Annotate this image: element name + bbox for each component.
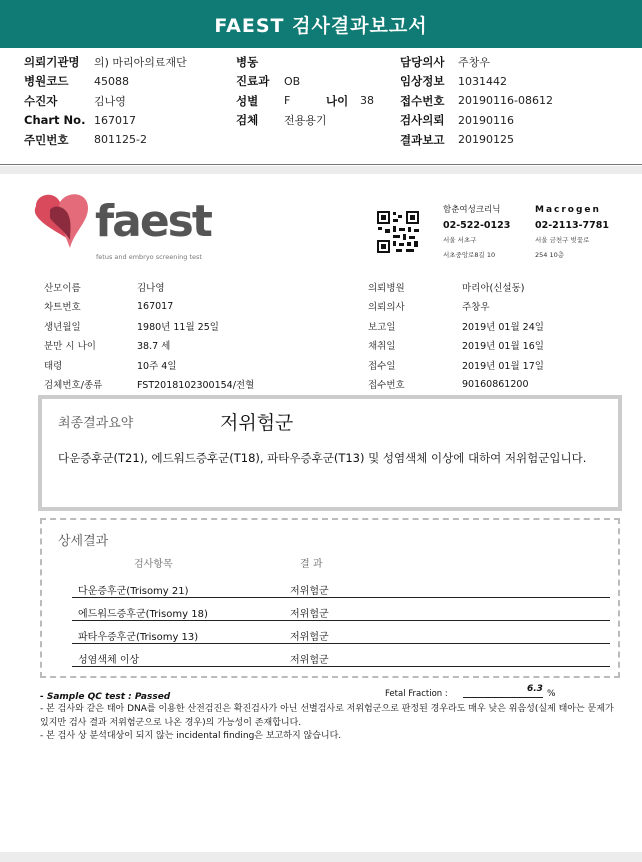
header-field: [24, 130, 187, 150]
clinic-info: [443, 203, 510, 263]
detail-item: 성염색체 이상: [78, 655, 140, 666]
header-field: [24, 111, 187, 131]
header-label: 나이: [326, 93, 349, 108]
header-field: [236, 52, 374, 72]
clinic-phone: 02-522-0123: [443, 220, 511, 231]
patient-field: [44, 336, 254, 356]
fetal-fraction-underline: [463, 697, 543, 698]
header-field: [24, 72, 187, 92]
summary-result: 저위험군: [220, 412, 294, 434]
sample-qc-status: - Sample QC test : Passed: [40, 692, 171, 702]
note-line: - 본 검사와 같은 태아 DNA를 이용한 산전검진은 확진검사가 아닌 선별검사로 저위험군으로 판정된 경우라도 매우 낮은 위음성(실제 태아는 문제가 있지만 검사 결과 저위험군으로 나온 경우)의 가능성이 존재합니다.: [40, 704, 614, 728]
logo-wordmark: faest: [95, 196, 211, 247]
patient-field: [368, 316, 544, 336]
patient-value: 마리아(신설동): [462, 282, 525, 294]
header-value: 801125-2: [94, 133, 147, 147]
header-label: 병동: [236, 54, 259, 69]
header-field: [400, 52, 553, 72]
patient-value: 1980년 11월 25일: [137, 321, 219, 333]
patient-label: 산모이름: [44, 282, 81, 294]
header-value: 167017: [94, 113, 136, 127]
header-value: 20190116-08612: [458, 94, 553, 108]
report-title: FAEST 검사결과보고서: [214, 14, 428, 37]
macrogen-name: Macrogen: [535, 205, 601, 215]
header-label: 성별: [236, 93, 259, 108]
summary-text: 다운증후군(T21), 에드워드증후군(T18), 파타우증후군(T13) 및 성염색체 이상에 대하여 저위험군입니다.: [58, 451, 587, 465]
header-value: OB: [284, 74, 301, 88]
patient-label: 차트번호: [44, 302, 81, 314]
patient-field: [44, 316, 254, 336]
patient-field: [368, 277, 544, 297]
patient-label: 보고일: [368, 321, 396, 333]
report-title-bar: [0, 0, 642, 48]
header-field: [400, 111, 553, 131]
header-value: 45088: [94, 74, 129, 88]
page-bottom-shade: [0, 852, 642, 862]
table-row: [72, 645, 610, 667]
detail-header-result: 결 과: [300, 559, 323, 570]
patient-label: 태령: [44, 360, 63, 372]
header-divider-shade: [0, 166, 642, 174]
macrogen-info: [535, 203, 609, 263]
header-field: [24, 52, 187, 72]
header-value: 20190116: [458, 113, 514, 127]
patient-label: 접수일: [368, 360, 396, 372]
patient-value: 38.7 세: [137, 341, 171, 353]
fetal-fraction-value: 6.3: [527, 684, 543, 694]
patient-label: 의뢰의사: [368, 302, 405, 314]
header-value: 1031442: [458, 74, 507, 88]
patient-info-right: [368, 277, 544, 394]
patient-info-left: [44, 277, 254, 394]
patient-field: [368, 355, 544, 375]
header-label: 담당의사: [400, 54, 445, 69]
patient-label: 의뢰병원: [368, 282, 405, 294]
report-header: [0, 48, 642, 165]
patient-value: 김나영: [137, 282, 165, 294]
header-value: 김나영: [94, 94, 126, 108]
patient-field: [44, 277, 254, 297]
detail-result: 저위험군: [290, 655, 329, 666]
header-value: 의) 마리아의료재단: [94, 55, 187, 69]
header-value: 전용용기: [284, 114, 327, 128]
header-value: 38: [360, 94, 374, 108]
header-label: Chart No.: [24, 113, 86, 128]
header-label: 접수번호: [400, 93, 445, 108]
header-label: 병원코드: [24, 74, 69, 89]
detail-header-item: 검사항목: [134, 559, 173, 570]
clinic-address-2: 서초중앙로8길 10: [443, 251, 496, 259]
header-label: 의뢰기관명: [24, 54, 80, 69]
detail-result: 저위험군: [290, 609, 329, 620]
patient-field: [44, 297, 254, 317]
header-field: [24, 91, 187, 111]
patient-label: 검체번호/종류: [44, 380, 103, 392]
patient-field: [44, 375, 254, 395]
note-line: - 본 검사 상 분석대상이 되지 않는 incidental finding은 보고하지 않습니다.: [40, 731, 342, 741]
header-value: F: [284, 94, 291, 108]
patient-field: [368, 297, 544, 317]
header-field: [236, 91, 374, 111]
table-row: [72, 576, 610, 598]
detail-item: 다운증후군(Trisomy 21): [78, 586, 189, 597]
patient-label: 채취일: [368, 341, 396, 353]
detail-result: 저위험군: [290, 632, 329, 643]
header-field: [400, 130, 553, 150]
header-field: [400, 72, 553, 92]
header-label: 임상정보: [400, 74, 445, 89]
clinic-name: 함춘여성크리닉: [443, 205, 501, 215]
detail-item: 파타우증후군(Trisomy 13): [78, 632, 199, 643]
table-row: [72, 622, 610, 644]
table-row: [72, 599, 610, 621]
disclaimer-notes: [40, 703, 625, 744]
patient-field: [368, 375, 544, 395]
macrogen-phone: 02-2113-7781: [535, 220, 609, 231]
detail-result: 저위험군: [290, 586, 329, 597]
header-label: 결과보고: [400, 132, 445, 147]
header-label: 검사의뢰: [400, 113, 445, 128]
header-label: 진료과: [236, 74, 270, 89]
detail-title: 상세결과: [58, 534, 109, 549]
patient-value: 2019년 01월 17일: [462, 360, 544, 372]
patient-field: [368, 336, 544, 356]
header-label: 검체: [236, 113, 259, 128]
macrogen-address-2: 254 10층: [535, 251, 565, 259]
patient-value: 10주 4일: [137, 360, 177, 372]
qr-code-icon: [376, 210, 420, 254]
summary-title: 최종결과요약: [58, 416, 134, 431]
header-value: 주창우: [458, 55, 490, 69]
header-col-1: [24, 52, 187, 150]
header-value: 20190125: [458, 133, 514, 147]
header-field: [400, 91, 553, 111]
patient-value: 90160861200: [462, 378, 529, 390]
clinic-address-1: 서울 서초구: [443, 236, 477, 244]
patient-label: 접수번호: [368, 380, 405, 392]
header-field: [236, 72, 374, 92]
header-col-2: [236, 52, 374, 130]
header-field: [236, 111, 374, 131]
patient-field: [44, 355, 254, 375]
header-col-3: [400, 52, 553, 150]
final-result-summary-box: [38, 395, 622, 511]
patient-label: 생년월일: [44, 321, 81, 333]
fetal-fraction-unit: %: [547, 689, 556, 699]
header-label: 수진자: [24, 93, 58, 108]
patient-value: 주창우: [462, 302, 490, 314]
patient-value: FST2018102300154/전혈: [137, 380, 255, 392]
fetal-fraction-label: Fetal Fraction :: [385, 689, 448, 699]
macrogen-address-1: 서울 금천구 벚꽃로: [535, 236, 590, 244]
patient-value: 2019년 01월 16일: [462, 341, 544, 353]
logo-subtitle: fetus and embryo screening test: [96, 253, 202, 261]
patient-value: 167017: [137, 300, 174, 312]
header-label: 주민번호: [24, 132, 69, 147]
patient-label: 분만 시 나이: [44, 341, 96, 353]
detailed-results-box: [40, 518, 620, 678]
patient-value: 2019년 01월 24일: [462, 321, 544, 333]
detail-item: 에드워드증후군(Trisomy 18): [78, 609, 208, 620]
